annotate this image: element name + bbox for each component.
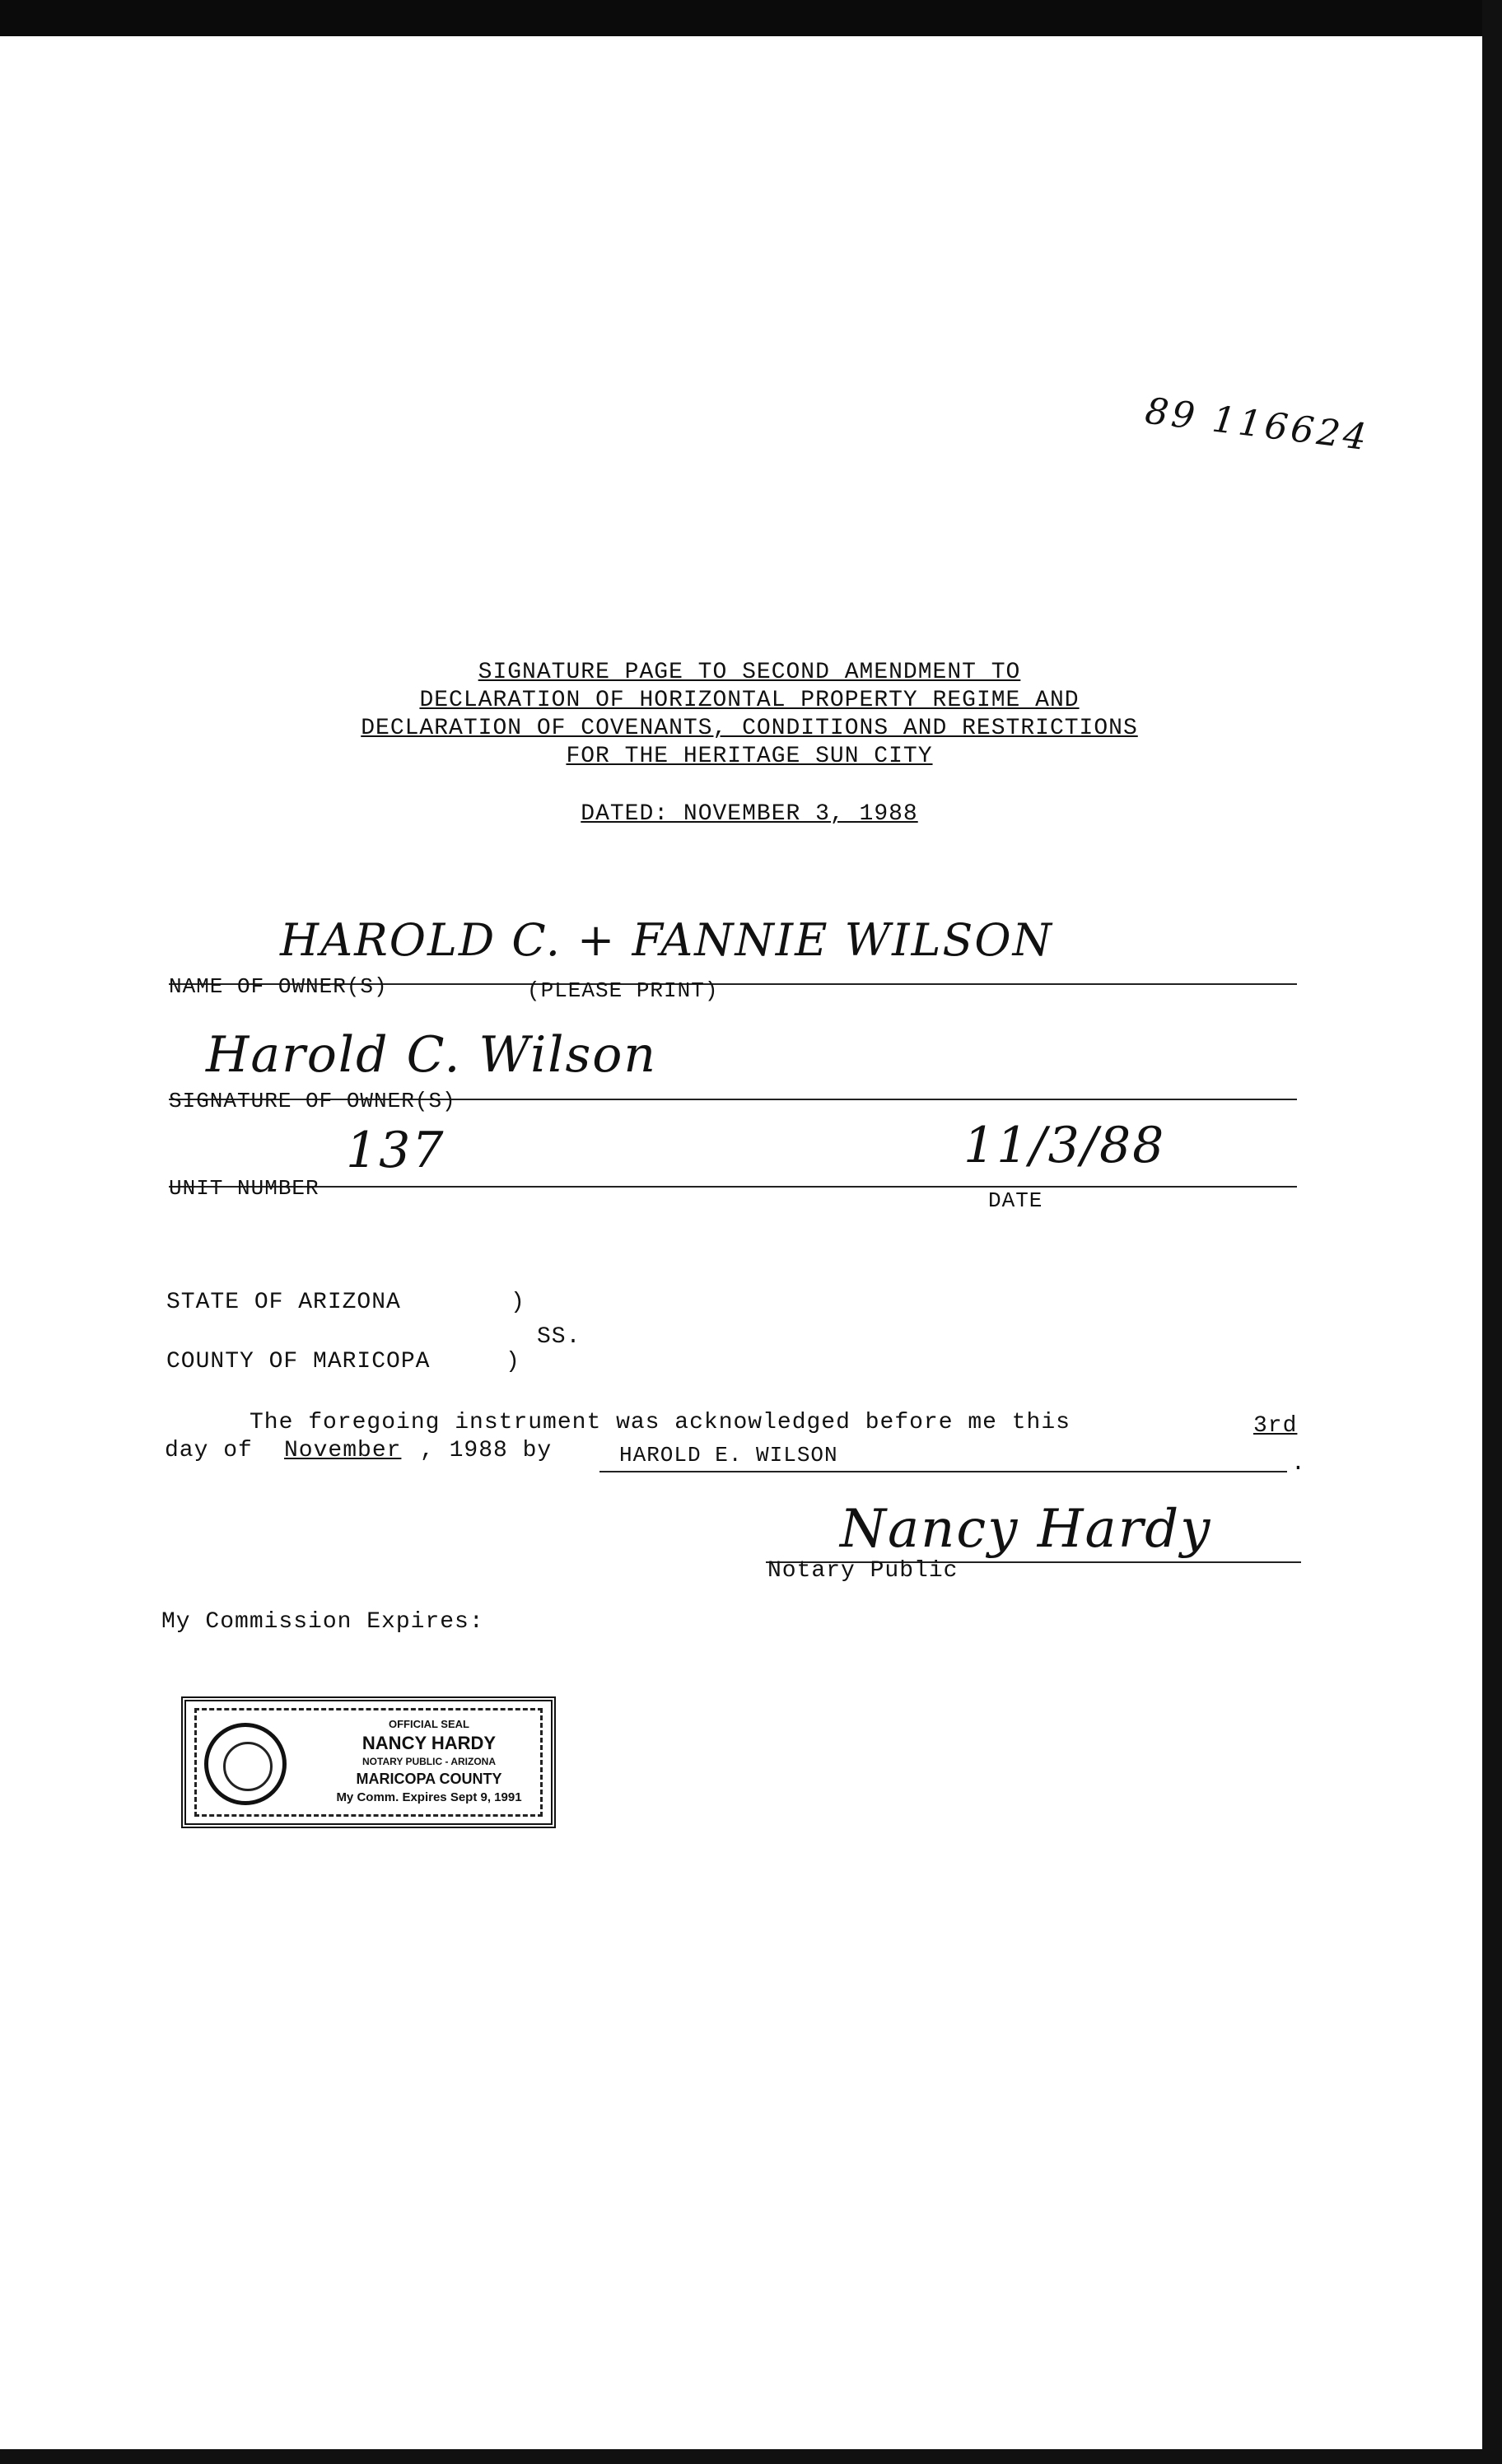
acknowledgment-month: November <box>284 1438 402 1463</box>
unit-number-handwritten: 137 <box>346 1122 445 1179</box>
seal-line-3: NOTARY PUBLIC - ARIZONA <box>362 1756 496 1767</box>
state-paren: ) <box>511 1290 525 1315</box>
acknowledgment-line-1: The foregoing instrument was acknowledged before me this <box>250 1410 1071 1435</box>
date-label: DATE <box>988 1188 1043 1213</box>
date-handwritten: 11/3/88 <box>963 1117 1166 1174</box>
title-line-3: DECLARATION OF COVENANTS, CONDITIONS AND RESTRICTIONS <box>361 716 1138 741</box>
acknowledgment-day: 3rd <box>1253 1413 1298 1439</box>
notary-public-label: Notary Public <box>767 1558 959 1584</box>
title-line-2: DECLARATION OF HORIZONTAL PROPERTY REGIME AND <box>419 688 1080 713</box>
seal-line-5: My Comm. Expires Sept 9, 1991 <box>336 1790 522 1804</box>
owner-signature: Harold C. Wilson <box>206 1026 658 1084</box>
unit-date-line <box>169 1186 1297 1188</box>
dated-line: DATED: NOVEMBER 3, 1988 <box>581 801 918 827</box>
unit-number-label: UNIT NUMBER <box>169 1176 320 1201</box>
county-paren: ) <box>506 1349 520 1374</box>
acknowledgment-day-of: day of <box>165 1438 253 1463</box>
notary-signature: Nancy Hardy <box>840 1499 1212 1560</box>
commission-expires-label: My Commission Expires: <box>161 1609 484 1635</box>
scan-bottom-edge <box>0 2449 1502 2464</box>
seal-line-2: NANCY HARDY <box>362 1733 497 1753</box>
acknowledgment-year-by: , 1988 by <box>420 1438 553 1463</box>
document-number: 89 116624 <box>1142 390 1373 460</box>
seal-line-4: MARICOPA COUNTY <box>356 1771 502 1787</box>
county-label: COUNTY OF MARICOPA <box>166 1349 431 1374</box>
acknowledgment-name: HAROLD E. WILSON <box>619 1443 838 1468</box>
scan-top-edge <box>0 0 1502 36</box>
ss-label: SS. <box>537 1324 581 1350</box>
title-line-1: SIGNATURE PAGE TO SECOND AMENDMENT TO <box>478 660 1021 685</box>
scan-right-edge <box>1482 0 1502 2464</box>
title-line-4: FOR THE HERITAGE SUN CITY <box>566 744 933 769</box>
signature-label: SIGNATURE OF OWNER(S) <box>169 1089 456 1113</box>
seal-line-1: OFFICIAL SEAL <box>389 1718 469 1730</box>
state-seal-emblem-icon <box>204 1723 287 1805</box>
state-label: STATE OF ARIZONA <box>166 1290 401 1315</box>
please-print-label: (PLEASE PRINT) <box>527 978 719 1003</box>
acknowledgment-name-line <box>599 1471 1287 1472</box>
official-notary-seal <box>181 1696 556 1828</box>
acknowledgment-period: . <box>1291 1451 1306 1477</box>
owner-name-handwritten: HAROLD C. + FANNIE WILSON <box>280 914 1053 966</box>
owner-name-label: NAME OF OWNER(S) <box>169 974 388 999</box>
